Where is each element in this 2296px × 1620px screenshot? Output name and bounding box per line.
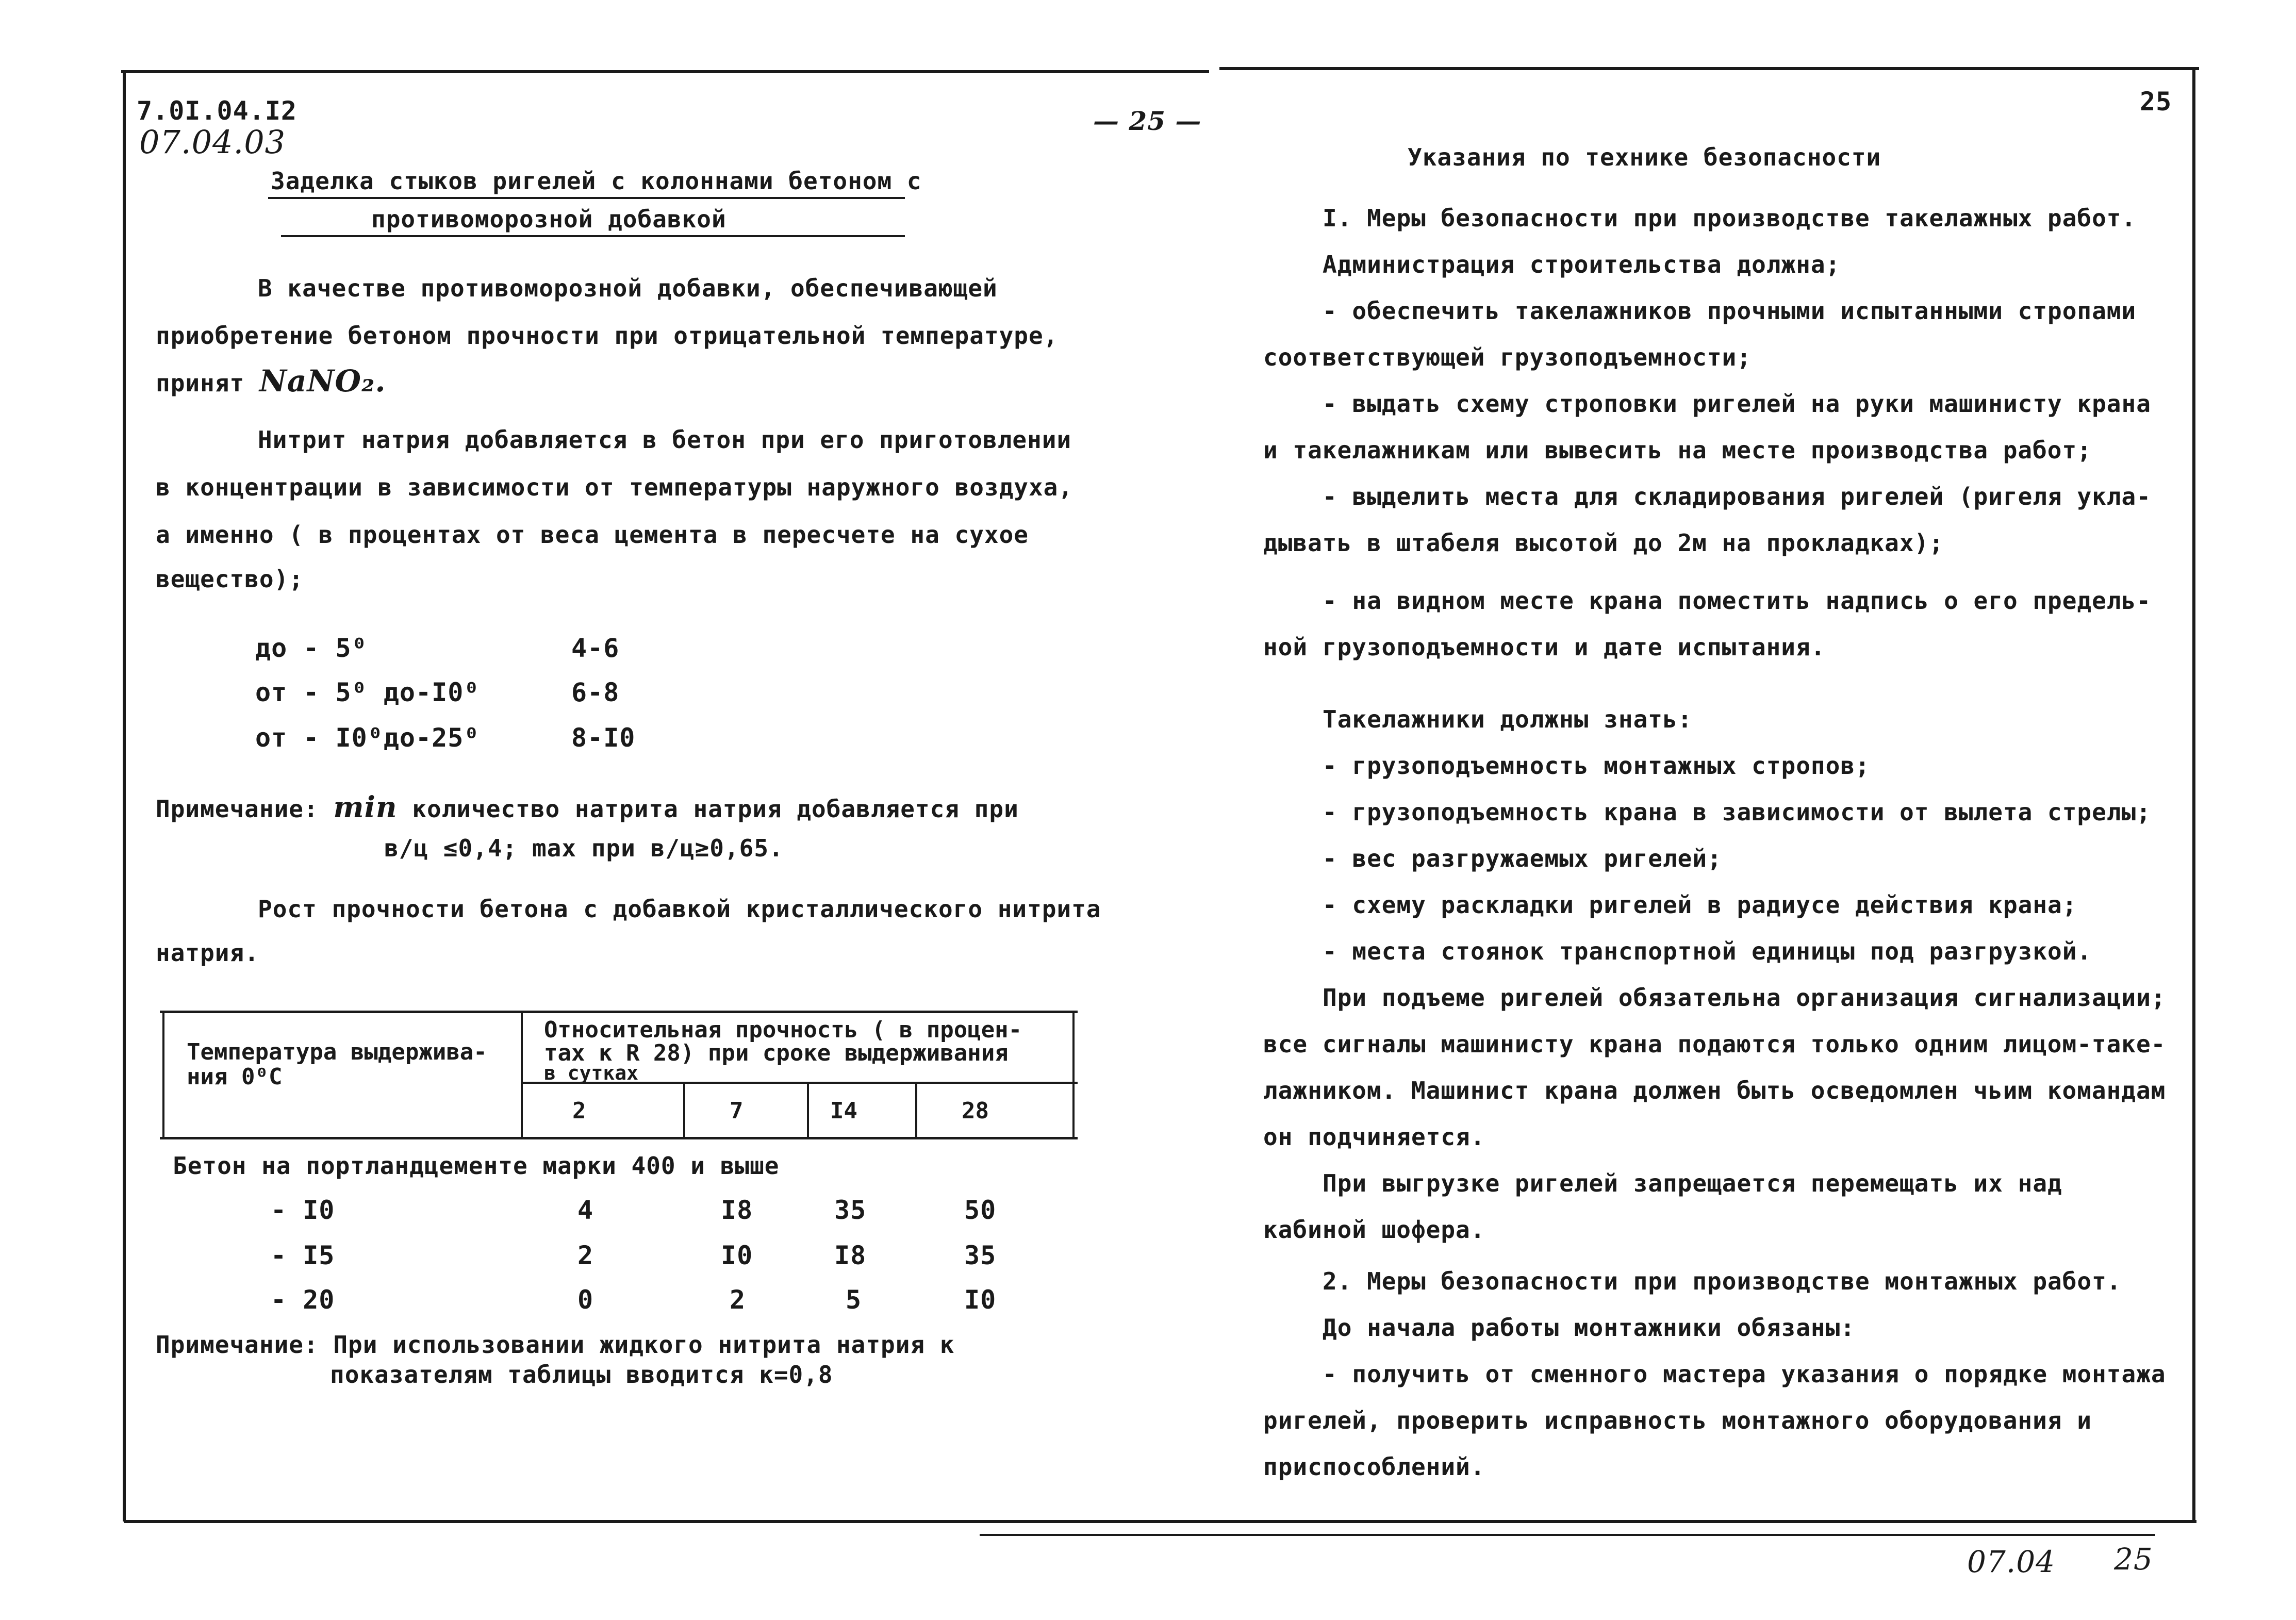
note2-line1: Примечание: При использовании жидкого нитрита натрия к <box>156 1331 955 1359</box>
frame-top-right <box>1219 67 2199 70</box>
nano2-formula: NaNO₂. <box>259 363 386 399</box>
center-page-mark: — 25 — <box>1093 106 1202 136</box>
row2-v3: I0 <box>964 1285 997 1315</box>
header-strength-line2: тах к R 28) при сроке выдерживания <box>544 1040 1009 1066</box>
conc-value-2: 8-I0 <box>571 723 636 753</box>
conc-range-2: от - I0⁰до-25⁰ <box>255 723 480 753</box>
note1-label: Примечание: <box>156 795 319 823</box>
row2-temp: - 20 <box>271 1285 335 1315</box>
p3-line1: Рост прочности бетона с добавкой кристаллического нитрита <box>258 895 1101 923</box>
doc-code: 7.0I.04.I2 <box>137 96 298 126</box>
left-title-line2: противоморозной добавкой <box>371 205 726 233</box>
right-line-14: - схему раскладки ригелей в радиусе действия крана; <box>1323 891 2077 919</box>
right-line-7: дывать в штабеля высотой до 2м на прокладках); <box>1263 529 1944 557</box>
header-temp-line1: Температура выдержива- <box>187 1039 487 1065</box>
table-top-line <box>160 1011 1078 1013</box>
row1-v2: I8 <box>834 1241 867 1270</box>
day-header-7: 7 <box>730 1098 744 1124</box>
note1-min: min <box>333 790 398 824</box>
right-line-5: и такелажникам или вывесить на месте производства работ; <box>1263 436 2092 464</box>
right-line-4: - выдать схему строповки ригелей на руки машинисту крана <box>1323 390 2151 418</box>
right-line-25: ригелей, проверить исправность монтажного оборудования и <box>1263 1407 2092 1434</box>
bottom-handwritten-left: 07.04 <box>1967 1544 2056 1579</box>
conc-value-1: 6-8 <box>571 677 620 707</box>
row0-v1: I8 <box>721 1195 753 1225</box>
row2-v0: 0 <box>577 1285 594 1315</box>
p2-line2: в концентрации в зависимости от температуры наружного воздуха, <box>156 473 1073 501</box>
day-header-2: 2 <box>572 1098 586 1124</box>
right-line-16: При подъеме ригелей обязательна организация сигнализации; <box>1323 984 2166 1012</box>
p1-line3 <box>156 363 386 399</box>
conc-value-0: 4-6 <box>571 633 620 663</box>
row0-temp: - I0 <box>271 1195 335 1225</box>
right-line-13: - вес разгружаемых ригелей; <box>1323 845 1722 872</box>
conc-range-1: от - 5⁰ до-I0⁰ <box>255 677 480 707</box>
note1-line1 <box>156 790 1019 824</box>
table-col-divider <box>521 1011 523 1137</box>
row2-v2: 5 <box>846 1285 862 1315</box>
right-line-22: 2. Меры безопасности при производстве монтажных работ. <box>1323 1267 2122 1295</box>
group-label: Бетон на портландцементе марки 400 и выше <box>173 1152 780 1180</box>
p2-line4: вещество); <box>156 565 304 593</box>
frame-left <box>123 70 126 1522</box>
p2-line1: Нитрит натрия добавляется в бетон при его приготовлении <box>258 426 1072 454</box>
right-line-21: кабиной шофера. <box>1263 1216 1485 1244</box>
left-title-underline2 <box>281 235 905 237</box>
right-line-8: - на видном месте крана поместить надпись о его предель- <box>1323 587 2151 615</box>
right-line-0: I. Меры безопасности при производстве такелажных работ. <box>1323 204 2137 232</box>
left-title-underline1 <box>268 197 905 199</box>
right-line-11: - грузоподъемность монтажных стропов; <box>1323 752 1870 780</box>
p3-line2: натрия. <box>156 939 259 967</box>
left-title-line1: Заделка стыков ригелей с колоннами бетоном с <box>271 167 922 195</box>
frame-bottom <box>124 1520 2196 1523</box>
table-day-divider-1 <box>683 1082 685 1137</box>
table-left-border <box>162 1011 164 1137</box>
right-line-20: При выгрузке ригелей запрещается перемещать их над <box>1323 1169 2062 1197</box>
header-strength-line1: Относительная прочность ( в процен- <box>544 1017 1022 1043</box>
p1-line2: приобретение бетоном прочности при отрицательной температуре, <box>156 322 1059 350</box>
row0-v2: 35 <box>834 1195 867 1225</box>
right-line-1: Администрация строительства должна; <box>1323 251 1841 278</box>
right-line-19: он подчиняется. <box>1263 1123 1485 1151</box>
right-heading: Указания по технике безопасности <box>1408 143 1881 171</box>
table-day-divider-3 <box>915 1082 917 1137</box>
table-day-divider-2 <box>807 1082 809 1137</box>
row2-v1: 2 <box>730 1285 746 1315</box>
right-line-18: лажником. Машинист крана должен быть осведомлен чьим командам <box>1263 1077 2166 1104</box>
right-line-15: - места стоянок транспортной единицы под разгрузкой. <box>1323 937 2092 965</box>
row1-v1: I0 <box>721 1241 753 1270</box>
right-line-12: - грузоподъемность крана в зависимости от вылета стрелы; <box>1323 798 2151 826</box>
right-line-9: ной грузоподъемности и дате испытания. <box>1263 633 1826 661</box>
right-line-24: - получить от сменного мастера указания о порядке монтажа <box>1323 1360 2166 1388</box>
header-temp-line2: ния 0⁰С <box>187 1064 283 1090</box>
right-line-6: - выделить места для складирования ригелей (ригеля укла- <box>1323 483 2151 510</box>
right-line-17: все сигналы машинисту крана подаются только одним лицом-таке- <box>1263 1030 2166 1058</box>
note1-line2: в/ц ≤0,4; max при в/ц≥0,65. <box>384 834 784 862</box>
bottom-handwritten-right: 25 <box>2114 1542 2153 1577</box>
row0-v0: 4 <box>577 1195 594 1225</box>
day-header-14: I4 <box>830 1098 857 1124</box>
right-line-10: Такелажники должны знать: <box>1323 705 1693 733</box>
row0-v3: 50 <box>964 1195 997 1225</box>
row1-v0: 2 <box>577 1241 594 1270</box>
note2-line2: показателям таблицы вводится к=0,8 <box>330 1361 833 1388</box>
note1-rest: количество натрита натрия добавляется при <box>412 795 1019 823</box>
right-line-2: - обеспечить такелажников прочными испытанными стропами <box>1323 297 2137 325</box>
p2-line3: а именно ( в процентах от веса цемента в пересчете на сухое <box>156 521 1029 549</box>
right-line-23: До начала работы монтажники обязаны: <box>1323 1314 1855 1342</box>
frame-right <box>2192 68 2195 1522</box>
header-strength-line3: в сутках <box>544 1062 639 1084</box>
frame-top-left <box>121 70 1209 73</box>
doc-code-handwritten: 07.04.03 <box>139 123 286 161</box>
table-right-border <box>1072 1011 1075 1137</box>
right-line-3: соответствующей грузоподъемности; <box>1263 343 1752 371</box>
row1-v3: 35 <box>964 1241 997 1270</box>
page-number: 25 <box>2140 87 2172 117</box>
right-line-26: приспособлений. <box>1263 1453 1485 1481</box>
row1-temp: - I5 <box>271 1241 335 1270</box>
frame-bottom-outer <box>980 1534 2155 1536</box>
table-bottom-line <box>160 1137 1078 1139</box>
conc-range-0: до - 5⁰ <box>255 633 368 663</box>
p1-line1: В качестве противоморозной добавки, обеспечивающей <box>258 274 998 302</box>
p1-line3-prefix: принят <box>156 369 245 397</box>
day-header-28: 28 <box>962 1098 989 1124</box>
